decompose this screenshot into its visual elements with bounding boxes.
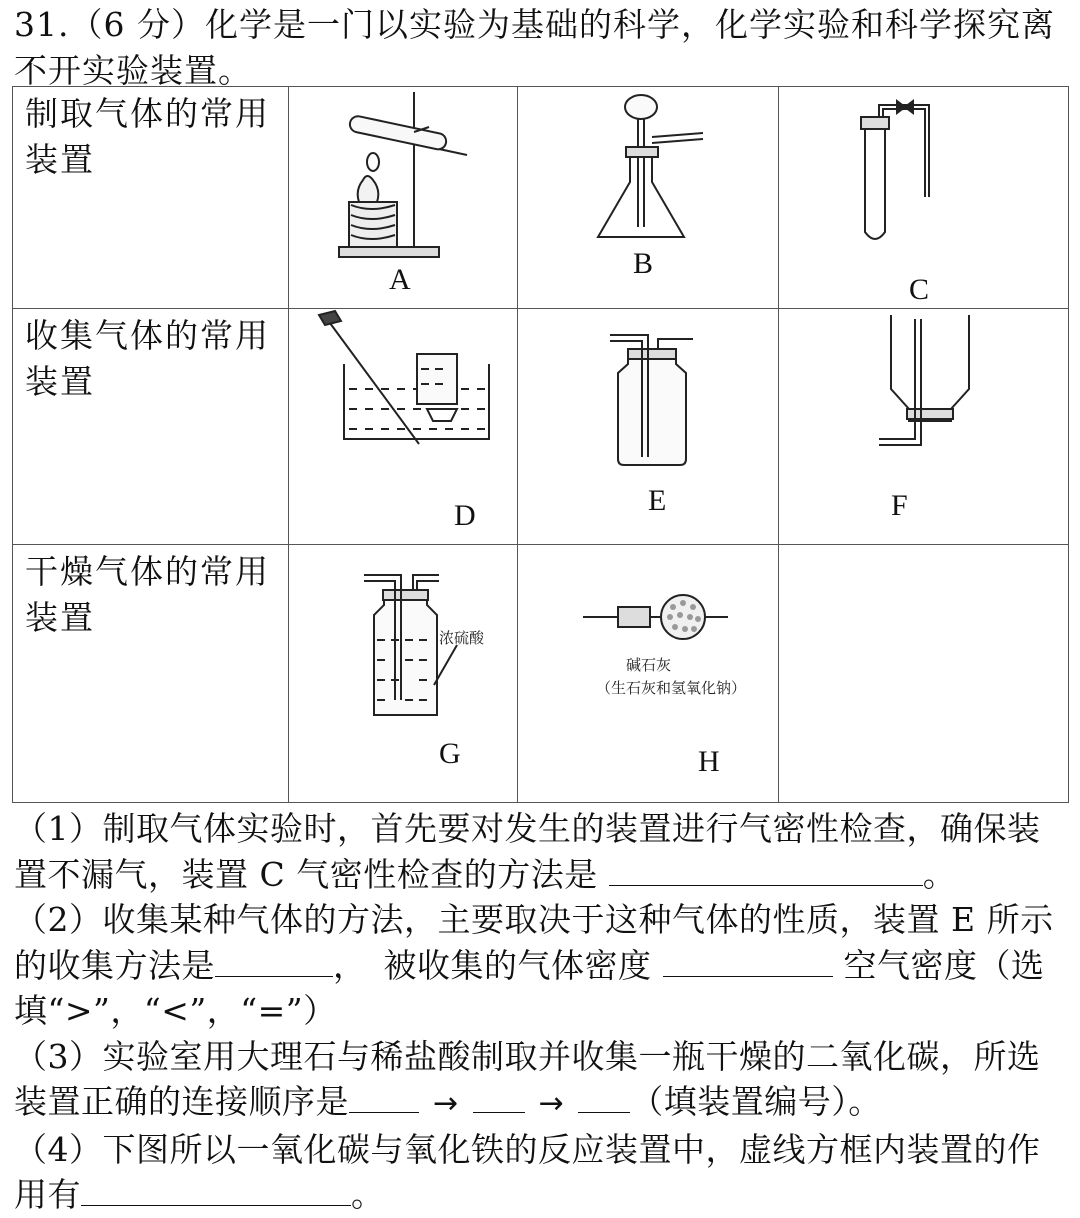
device-a-cell [289, 87, 518, 309]
answer-blank-2b[interactable] [663, 946, 833, 977]
device-label-a: A [389, 263, 411, 296]
table-row [13, 545, 1069, 803]
arrow-icon: → [538, 1086, 565, 1121]
g-acid-label: 浓硫酸 [439, 629, 485, 647]
device-g-drawing [289, 545, 518, 803]
arrow-icon: → [433, 1086, 459, 1121]
device-h-cell [518, 545, 779, 803]
h-label-1: 碱石灰 [626, 656, 672, 674]
table-row [13, 309, 1069, 545]
device-label-c: C [909, 273, 930, 306]
question-4: （4）下图所以一氧化碳与氧化铁的反应装置中，虚线方框内装置的作用有 。 [14, 1129, 1041, 1214]
answer-blank-2a[interactable] [215, 946, 333, 977]
device-f-drawing [779, 309, 1069, 545]
device-label-b: B [633, 247, 654, 280]
device-f-cell [779, 309, 1069, 545]
question-2: （2）收集某种气体的方法，主要取决于这种气体的性质，装置 E 所示的收集方法是 ， 被收集的气体密度 空气密度（选填“>”，“<”，“=”） [14, 900, 1054, 1030]
answer-blank-1[interactable] [609, 855, 923, 886]
subquestions [14, 806, 1070, 1218]
device-label-e: E [648, 484, 667, 517]
apparatus-table [12, 86, 1069, 803]
device-b-cell [518, 87, 779, 309]
answer-blank-3a[interactable] [349, 1082, 419, 1113]
row-label-collection: 收集气体的常用装置 [13, 309, 289, 545]
device-g-cell [289, 545, 518, 803]
table-row [13, 87, 1069, 309]
device-e-cell [518, 309, 779, 545]
answer-blank-3c[interactable] [578, 1082, 630, 1113]
question-intro: 31.（6 分）化学是一门以实验为基础的科学，化学实验和科学探究离不开实验装置。 [14, 5, 1055, 90]
device-label-h: H [698, 745, 720, 778]
answer-blank-3b[interactable] [473, 1082, 525, 1113]
question-1: （1）制取气体实验时，首先要对发生的装置进行气密性检查，确保装置不漏气，装置 C 气密性检查的方法是 。 [14, 809, 1041, 894]
device-h-drawing [518, 545, 779, 803]
row-label-production: 制取气体的常用装置 [13, 87, 289, 309]
device-d-drawing [289, 309, 518, 545]
empty-cell [779, 545, 1069, 803]
row-label-drying: 干燥气体的常用装置 [13, 545, 289, 803]
device-label-g: G [439, 737, 461, 770]
device-label-d: D [454, 499, 476, 532]
question-3: （3）实验室用大理石与稀盐酸制取并收集一瓶干燥的二氧化碳，所选装置正确的连接顺序是 → → （填装置编号）。 [14, 1034, 1070, 1127]
device-c-cell [779, 87, 1069, 309]
answer-blank-4[interactable] [81, 1175, 351, 1206]
device-d-cell [289, 309, 518, 545]
device-label-f: F [891, 489, 908, 522]
h-label-2: （生石灰和氢氧化钠） [596, 679, 747, 697]
